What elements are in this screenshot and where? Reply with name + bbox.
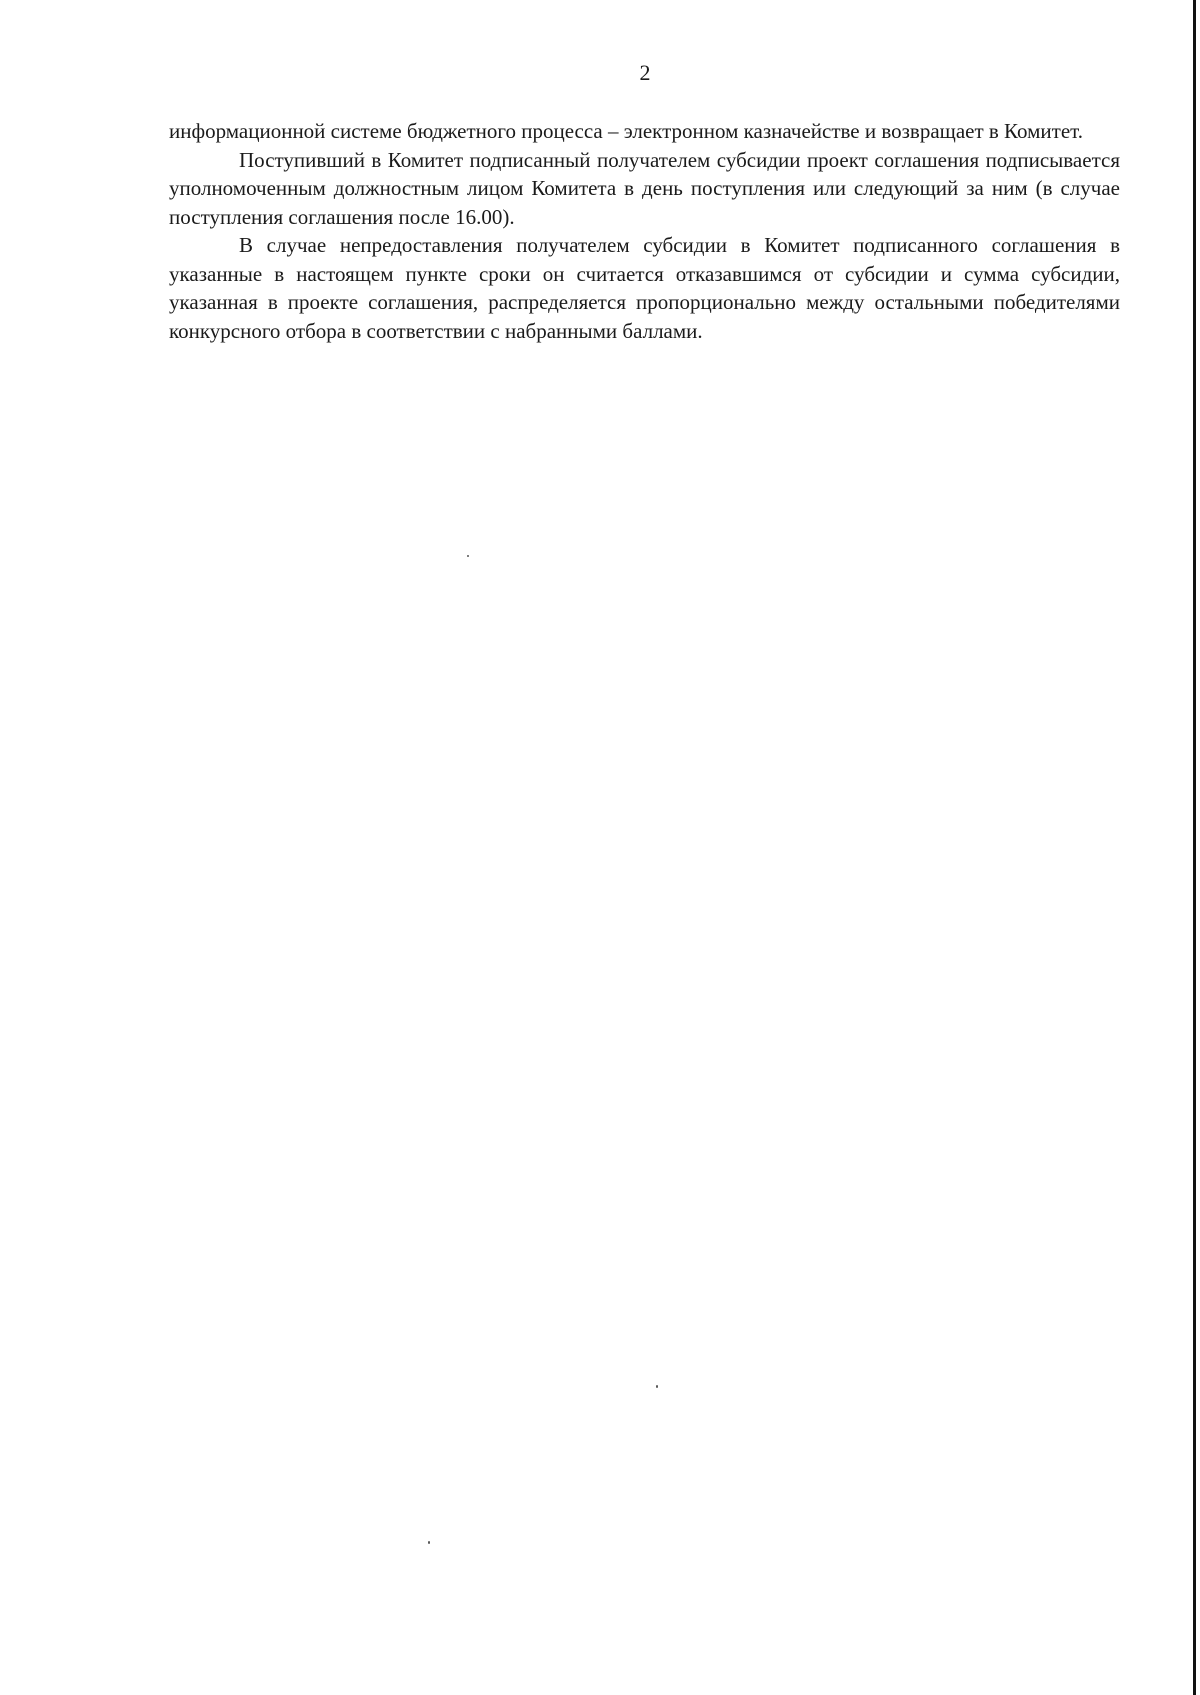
paragraph-agreement-signing: Поступивший в Комитет подписанный получателем субсидии проект соглашения подписывается уполномоченным должностным лицом Комитета в день поступления или следующий за ним (в случае поступления соглашения после 16.00).	[169, 147, 1120, 229]
page-number: 2	[639, 60, 651, 85]
paragraph-refusal-distribution: В случае непредоставления получателем субсидии в Комитет подписанного соглашения в указанные в настоящем пункте сроки он считается отказавшимся от субсидии и сумма субсидии, указанная в проекте соглашения, распределяется пропорционально между остальными победителями конкурсного отбора в соответствии с набранными баллами.	[169, 233, 1120, 343]
page-edge-border	[1193, 0, 1196, 1695]
paragraph-continuation: информационной системе бюджетного процесса – электронном казначействе и возвращает в Комитет.	[169, 119, 1083, 143]
document-body	[169, 117, 1120, 345]
scan-speck	[656, 1385, 658, 1388]
scan-speck	[467, 555, 469, 557]
scan-speck	[428, 1541, 430, 1544]
